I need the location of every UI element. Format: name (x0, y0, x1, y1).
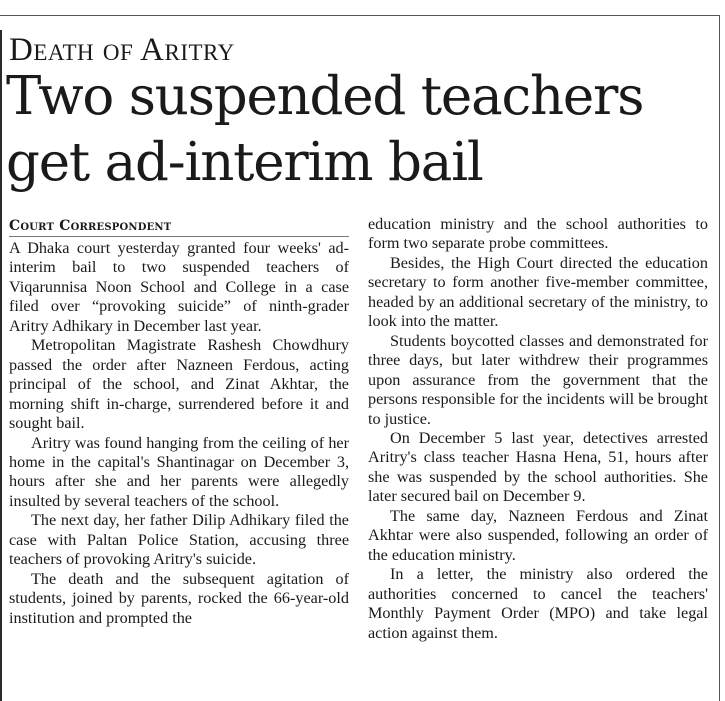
byline: Court Correspondent (9, 218, 172, 234)
paragraph: Metropolitan Magistrate Rashesh Chowdhury passed the order after Nazneen Ferdous, acting principal of the school, and Zinat Akhtar, the morning shift in-charge, surrendered before it and sought bail. (9, 336, 349, 433)
paragraph: Students boycotted classes and demonstrated for three days, but later withdrew their programmes upon assurance from the government that the persons responsible for the incidents will be brought to justice. (368, 331, 708, 428)
right-border-rule (719, 15, 720, 701)
article-column-1 (9, 239, 349, 628)
top-border-rule (0, 15, 720, 16)
article-column-2 (368, 215, 708, 643)
paragraph: Aritry was found hanging from the ceiling of her home in the capital's Shantinagar on December 3, hours after she and her parents were allegedly insulted by several teachers of the school. (9, 433, 349, 510)
paragraph: The next day, her father Dilip Adhikary filed the case with Paltan Police Station, accusing three teachers of provoking Aritry's suicide. (9, 511, 349, 569)
paragraph: On December 5 last year, detectives arrested Aritry's class teacher Hasna Hena, 51, hours after she was suspended by the school authorities. She later secured bail on December 9. (368, 428, 708, 506)
paragraph: The death and the subsequent agitation of students, joined by parents, rocked the 66-year-old institution and prompted the (9, 569, 349, 627)
paragraph: A Dhaka court yesterday granted four weeks' ad-interim bail to two suspended teachers of Viqarunnisa Noon School and College in a case filed over “provoking suicide” of ninth-grader Aritry Adhikary in December last year. (9, 239, 349, 335)
headline (6, 64, 716, 196)
byline-rule (9, 236, 349, 237)
headline-line-1: Two suspended teachers (6, 66, 644, 127)
kicker: Death of Aritry (9, 32, 235, 68)
headline-line-2: get ad-interim bail (6, 132, 483, 193)
left-border-rule (0, 30, 2, 701)
paragraph: In a letter, the ministry also ordered the authorities concerned to cancel the teachers' Monthly Payment Order (MPO) and take legal action against them. (368, 565, 708, 642)
paragraph: education ministry and the school authorities to form two separate probe committees. (368, 215, 708, 253)
paragraph: Besides, the High Court directed the education secretary to form another five-member committee, headed by an additional secretary of the ministry, to look into the matter. (368, 253, 708, 331)
paragraph: The same day, Nazneen Ferdous and Zinat Akhtar were also suspended, following an order of the education ministry. (368, 506, 708, 564)
